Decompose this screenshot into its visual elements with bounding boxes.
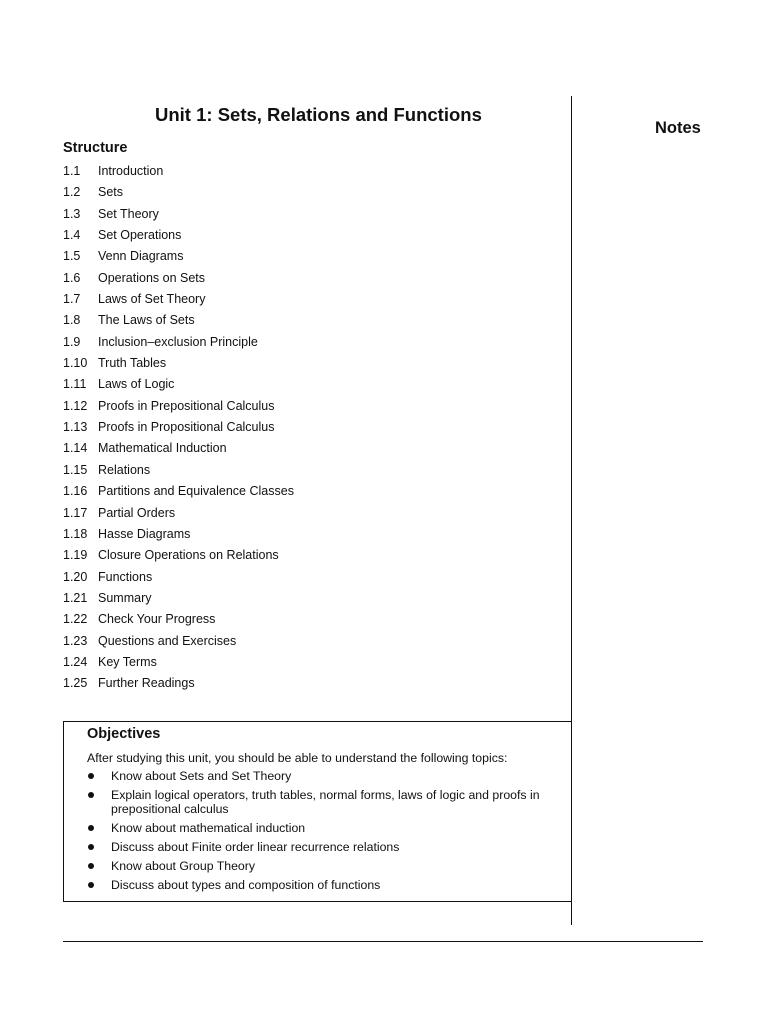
structure-item (63, 312, 294, 333)
structure-item-number: 1.14 (63, 441, 88, 456)
structure-item-number: 1.23 (63, 633, 88, 648)
objective-text: Know about Sets and Set Theory (111, 769, 292, 783)
structure-item-number: 1.24 (63, 654, 88, 669)
structure-item-number: 1.3 (63, 206, 81, 221)
structure-item (63, 419, 294, 440)
structure-item-number: 1.22 (63, 612, 88, 627)
structure-item-number: 1.21 (63, 590, 88, 605)
structure-item-label: Operations on Sets (98, 270, 206, 285)
objective-text: Know about mathematical induction (111, 821, 306, 835)
structure-item-label: Check Your Progress (98, 612, 216, 627)
structure-item-number: 1.12 (63, 398, 88, 413)
structure-item-label: The Laws of Sets (98, 313, 195, 328)
structure-item-number: 1.19 (63, 548, 88, 563)
structure-item (63, 590, 294, 611)
structure-item-label: Inclusion–exclusion Principle (98, 334, 258, 349)
structure-item-number: 1.18 (63, 526, 88, 541)
structure-item-label: Key Terms (98, 654, 157, 669)
objective-item (87, 840, 572, 854)
structure-item-number: 1.7 (63, 292, 81, 307)
structure-item-number: 1.2 (63, 185, 81, 200)
structure-item (63, 483, 294, 504)
objectives-box (63, 721, 572, 902)
structure-item-number: 1.15 (63, 462, 88, 477)
bullet-icon (88, 825, 94, 831)
structure-item-label: Set Theory (98, 206, 159, 221)
structure-item-label: Introduction (98, 164, 164, 178)
structure-item-label: Set Operations (98, 228, 182, 243)
objectives-heading: Objectives (87, 726, 161, 742)
structure-item (63, 440, 294, 461)
structure-item (63, 355, 294, 376)
objective-item (87, 878, 572, 892)
structure-item-label: Proofs in Prepositional Calculus (98, 398, 275, 413)
structure-item (63, 398, 294, 419)
structure-item-label: Hasse Diagrams (98, 526, 191, 541)
structure-item-label: Summary (98, 590, 152, 605)
structure-item-label: Partial Orders (98, 505, 176, 520)
structure-item-label: Laws of Logic (98, 377, 175, 392)
objectives-list (87, 769, 572, 897)
objective-text: Discuss about Finite order linear recurrence relations (111, 840, 400, 854)
structure-item-number: 1.11 (63, 377, 87, 392)
page-title: Unit 1: Sets, Relations and Functions (155, 104, 482, 125)
structure-item-number: 1.25 (63, 676, 88, 691)
structure-item-number: 1.13 (63, 420, 88, 435)
objective-text: Know about Group Theory (111, 859, 256, 873)
bullet-icon (88, 844, 94, 850)
structure-item (63, 569, 294, 590)
objective-item (87, 821, 572, 835)
objective-item (87, 859, 572, 873)
structure-item-label: Relations (98, 462, 151, 477)
structure-item (63, 248, 294, 269)
structure-item (63, 376, 294, 397)
structure-item (63, 505, 294, 526)
footer-rule (63, 941, 703, 942)
structure-item-label: Truth Tables (98, 356, 167, 371)
structure-item (63, 654, 294, 675)
structure-item-number: 1.17 (63, 505, 88, 520)
structure-item-label: Questions and Exercises (98, 633, 237, 648)
structure-item (63, 547, 294, 568)
structure-item-label: Sets (98, 185, 124, 200)
structure-item-label: Closure Operations on Relations (98, 548, 279, 563)
structure-item (63, 184, 294, 205)
structure-item-number: 1.4 (63, 228, 81, 243)
bullet-icon (88, 773, 94, 779)
structure-item-label: Mathematical Induction (98, 441, 227, 456)
structure-item-label: Partitions and Equivalence Classes (98, 484, 294, 499)
bullet-icon (88, 792, 94, 798)
structure-heading: Structure (63, 140, 128, 156)
structure-item-label: Functions (98, 569, 153, 584)
structure-item-number: 1.5 (63, 249, 81, 264)
structure-item-number: 1.1 (63, 164, 81, 178)
bullet-icon (88, 863, 94, 869)
structure-item (63, 270, 294, 291)
structure-item (63, 526, 294, 547)
objective-item (87, 769, 572, 783)
structure-item-number: 1.6 (63, 270, 81, 285)
objectives-intro: After studying this unit, you should be able to understand the following topics: (87, 751, 508, 765)
structure-item (63, 163, 294, 184)
structure-item-label: Venn Diagrams (98, 249, 184, 264)
structure-item-label: Proofs in Propositional Calculus (98, 420, 275, 435)
objective-item (87, 788, 572, 816)
structure-item (63, 291, 294, 312)
structure-item-number: 1.8 (63, 313, 81, 328)
structure-item-number: 1.9 (63, 334, 81, 349)
objective-text: Discuss about types and composition of functions (111, 878, 381, 892)
structure-item (63, 633, 294, 654)
structure-item-number: 1.16 (63, 484, 88, 499)
structure-item (63, 334, 294, 355)
structure-item-label: Further Readings (98, 676, 195, 691)
notes-label: Notes (655, 119, 701, 137)
structure-item (63, 227, 294, 248)
structure-item (63, 675, 294, 696)
structure-item (63, 611, 294, 632)
structure-item (63, 206, 294, 227)
structure-item (63, 462, 294, 483)
bullet-icon (88, 882, 94, 888)
structure-item-label: Laws of Set Theory (98, 292, 206, 307)
structure-item-number: 1.20 (63, 569, 88, 584)
structure-list (63, 163, 294, 697)
objective-text: Explain logical operators, truth tables, normal forms, laws of logic and proofs in prepositional calculus (111, 788, 540, 816)
structure-item-number: 1.10 (63, 356, 88, 371)
